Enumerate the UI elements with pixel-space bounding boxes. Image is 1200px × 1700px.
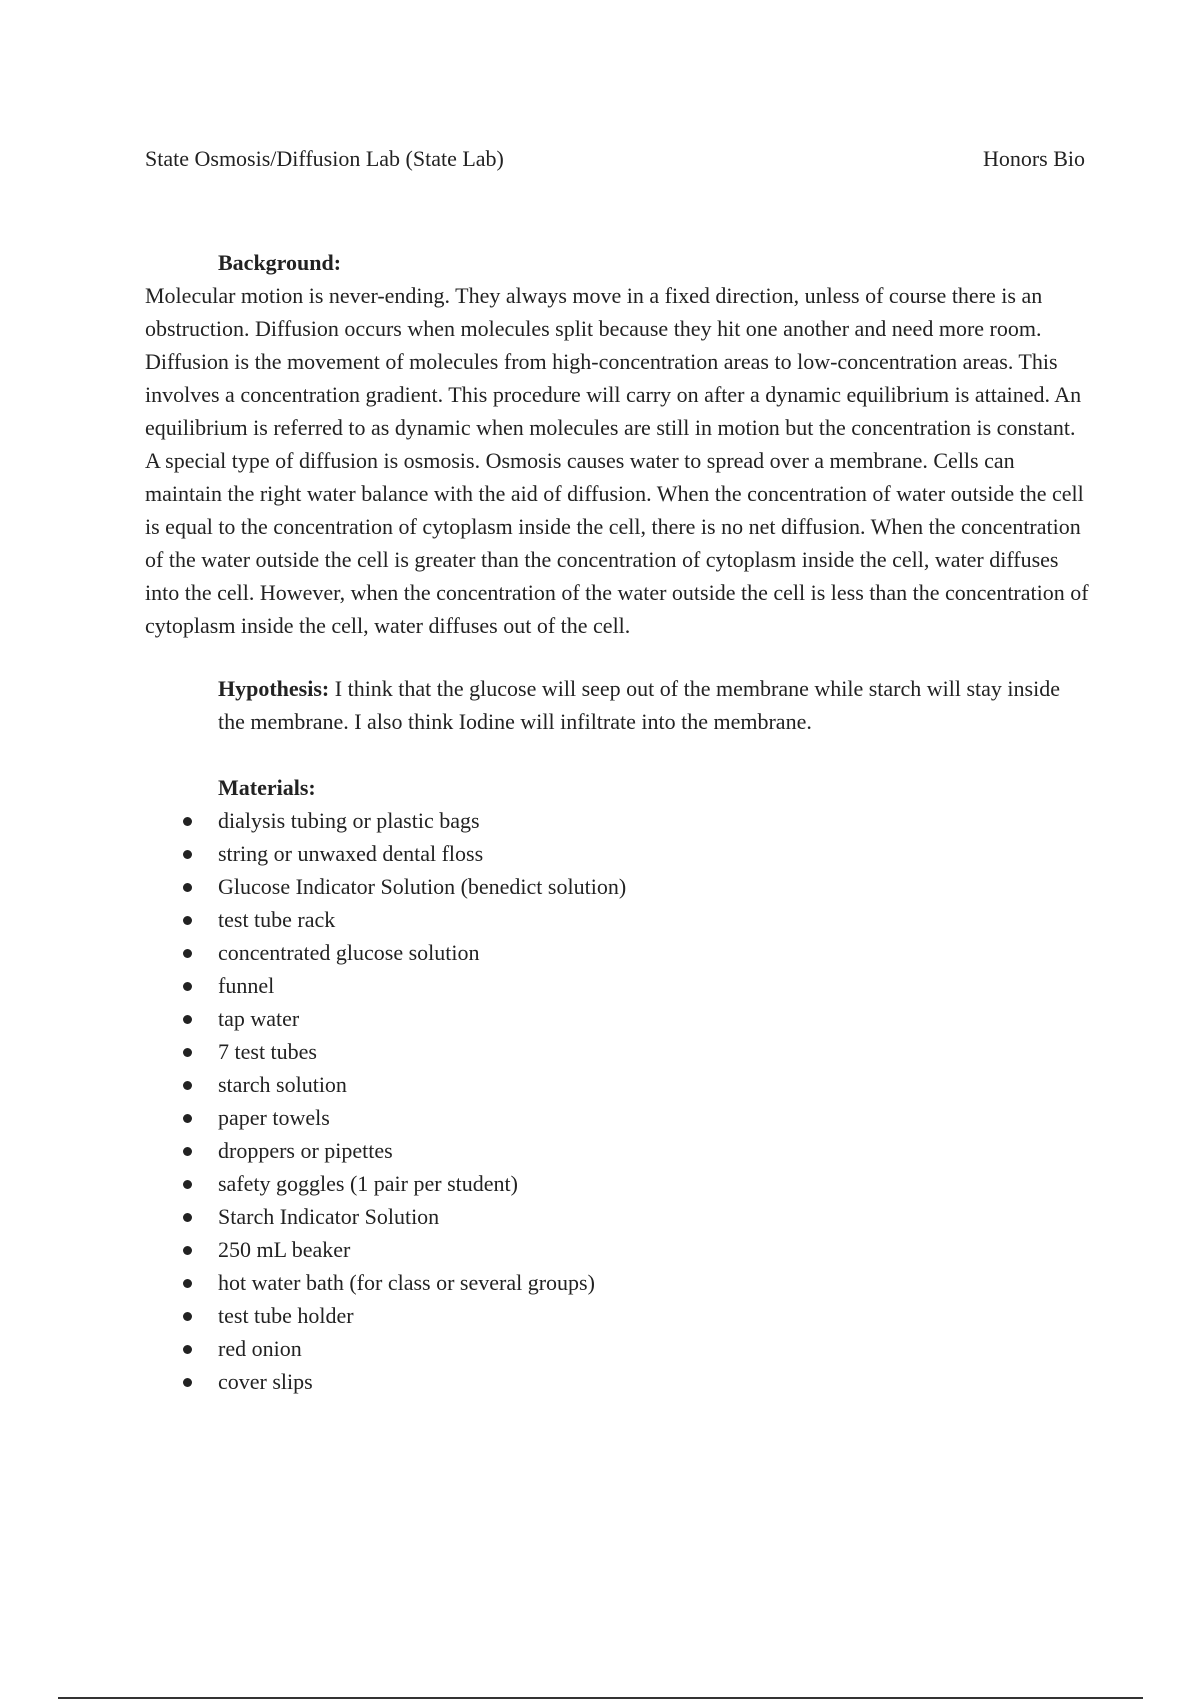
bullet-icon (183, 1246, 192, 1255)
page-bottom-divider (58, 1697, 1143, 1699)
bullet-icon (183, 1312, 192, 1321)
hypothesis-text: I think that the glucose will seep out of the membrane while starch will stay inside the membrane. I also think Iodine will infiltrate into the membrane. (218, 676, 1060, 734)
bullet-icon (183, 1048, 192, 1057)
list-item (145, 1200, 1090, 1233)
bullet-icon (183, 883, 192, 892)
list-item (145, 870, 1090, 903)
bullet-icon (183, 949, 192, 958)
hypothesis-label: Hypothesis: (218, 676, 330, 701)
list-item (145, 837, 1090, 870)
list-item (145, 1299, 1090, 1332)
list-item (145, 903, 1090, 936)
bullet-icon (183, 1147, 192, 1156)
material-label: dialysis tubing or plastic bags (218, 808, 480, 833)
list-item (145, 1332, 1090, 1365)
materials-list (145, 804, 1090, 1398)
material-label: concentrated glucose solution (218, 940, 480, 965)
list-item (145, 1365, 1090, 1398)
list-item (145, 1068, 1090, 1101)
material-label: Glucose Indicator Solution (benedict solution) (218, 874, 627, 899)
list-item (145, 1002, 1090, 1035)
material-label: red onion (218, 1336, 302, 1361)
material-label: string or unwaxed dental floss (218, 841, 484, 866)
bullet-icon (183, 1279, 192, 1288)
material-label: safety goggles (1 pair per student) (218, 1171, 518, 1196)
background-paragraph: Molecular motion is never-ending. They always move in a fixed direction, unless of course there is an obstruction. Diffusion occurs when molecules split because they hit one another and need more room. Diffusion is the movement of molecules from high-concentration areas to low-concentration areas. This involves a concentration gradient. This procedure will carry on after a dynamic equilibrium is attained. An equilibrium is referred to as dynamic when molecules are still in motion but the concentration is constant. A special type of diffusion is osmosis. Osmosis causes water to spread over a membrane. Cells can maintain the right water balance with the aid of diffusion. When the concentration of water outside the cell is equal to the concentration of cytoplasm inside the cell, there is no net diffusion. When the concentration of the water outside the cell is greater than the concentration of cytoplasm inside the cell, water diffuses into the cell. However, when the concentration of the water outside the cell is less than the concentration of cytoplasm inside the cell, water diffuses out of the cell. (145, 283, 1089, 638)
course-name: Honors Bio (982, 146, 1085, 171)
list-item (145, 1134, 1090, 1167)
bullet-icon (183, 850, 192, 859)
bullet-icon (183, 1114, 192, 1123)
bullet-icon (183, 1378, 192, 1387)
material-label: Starch Indicator Solution (218, 1204, 440, 1229)
material-label: tap water (218, 1006, 300, 1031)
bullet-icon (183, 1081, 192, 1090)
material-label: droppers or pipettes (218, 1138, 393, 1163)
material-label: test tube rack (218, 907, 336, 932)
bullet-icon (183, 916, 192, 925)
material-label: 7 test tubes (218, 1039, 317, 1064)
material-label: test tube holder (218, 1303, 354, 1328)
background-heading: Background: (218, 250, 342, 275)
materials-heading: Materials: (218, 775, 316, 800)
page-header (145, 146, 1085, 176)
document-title: State Osmosis/Diffusion Lab (State Lab) (145, 146, 504, 171)
list-item (145, 1035, 1090, 1068)
material-label: hot water bath (for class or several groups) (218, 1270, 595, 1295)
material-label: 250 mL beaker (218, 1237, 351, 1262)
material-label: starch solution (218, 1072, 347, 1097)
list-item (145, 1101, 1090, 1134)
list-item (145, 1167, 1090, 1200)
bullet-icon (183, 1213, 192, 1222)
bullet-icon (183, 982, 192, 991)
material-label: paper towels (218, 1105, 330, 1130)
material-label: cover slips (218, 1369, 313, 1394)
material-label: funnel (218, 973, 275, 998)
document-body (145, 246, 1090, 1398)
bullet-icon (183, 1345, 192, 1354)
list-item (145, 936, 1090, 969)
list-item (145, 1233, 1090, 1266)
bullet-icon (183, 1180, 192, 1189)
bullet-icon (183, 817, 192, 826)
bullet-icon (183, 1015, 192, 1024)
list-item (145, 1266, 1090, 1299)
hypothesis-paragraph (218, 672, 1090, 738)
list-item (145, 804, 1090, 837)
list-item (145, 969, 1090, 1002)
